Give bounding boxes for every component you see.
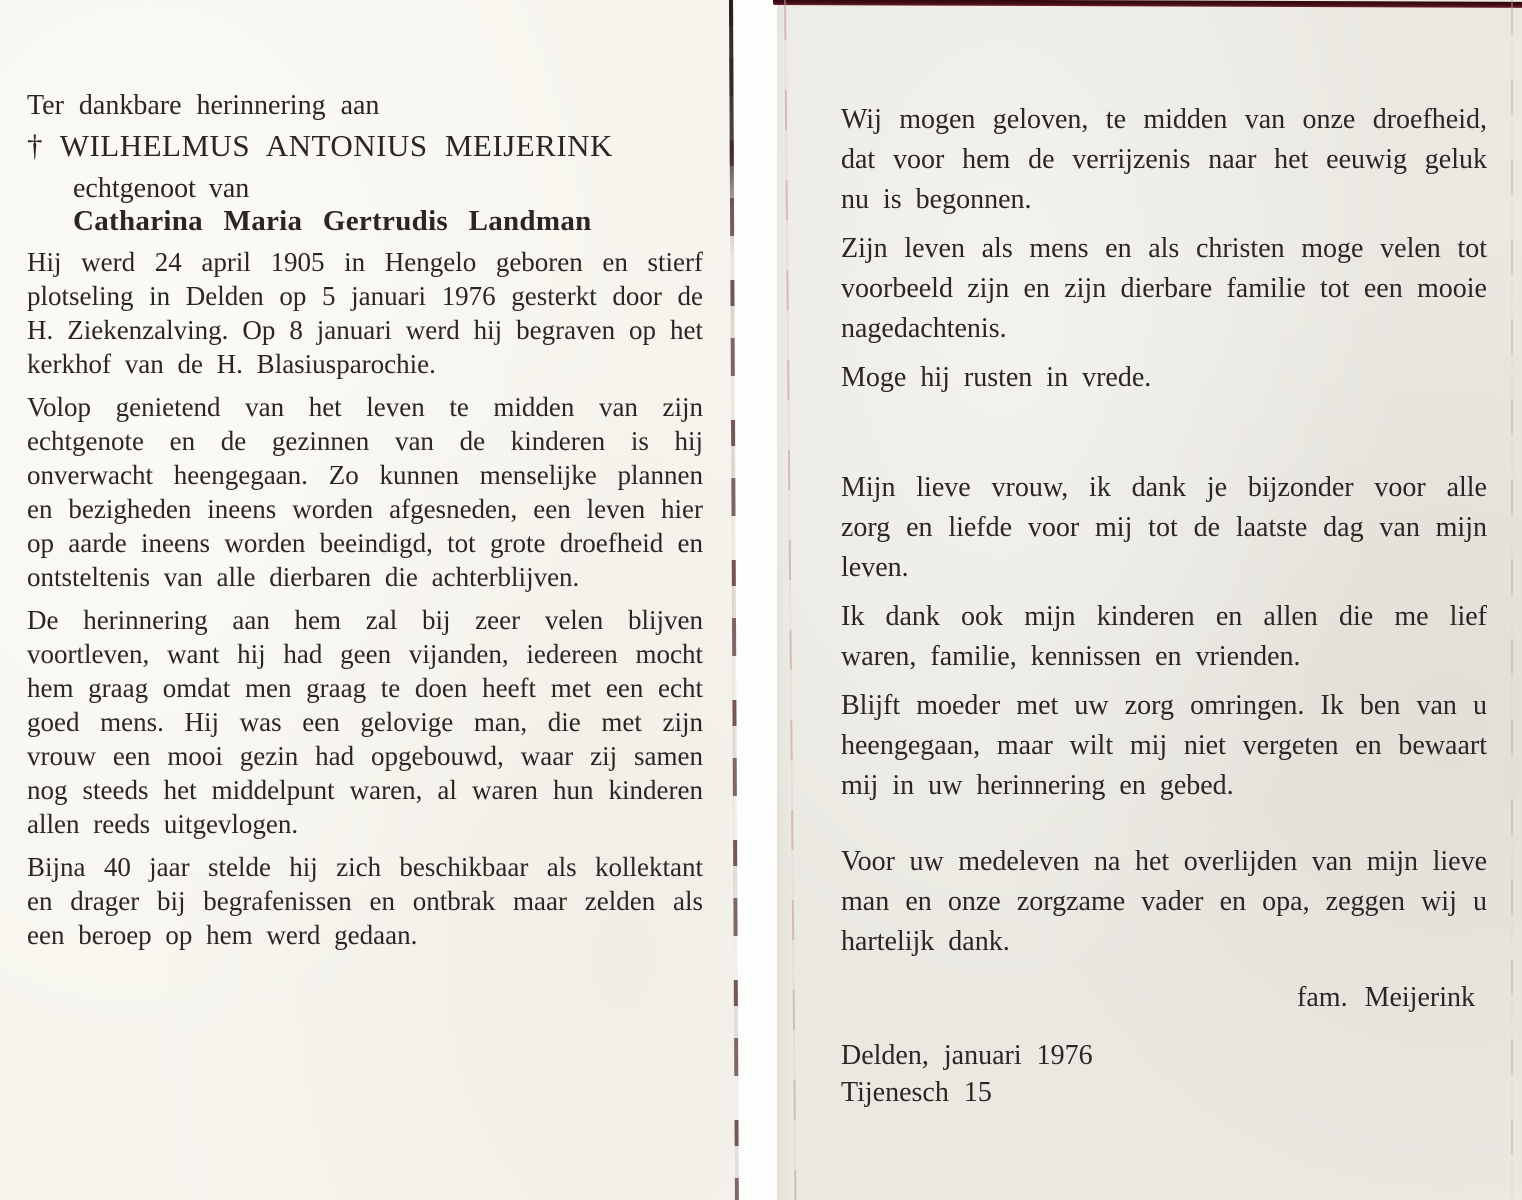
right-paragraph-rest-in-peace: Moge hij rusten in vrede. bbox=[841, 362, 1152, 393]
right-page bbox=[777, 0, 1522, 1200]
left-paragraph-passing: Volop genietend van het leven te midden van zijn echtgenote en de gezinnen van de kinderen is hij onverwacht heengegaan. Zo kunnen menselijke plannen en bezigheden ineens worden afgesneden, een leven hier op aarde ineens worden beeindigd, tot grote droefheid en ontsteltenis van alle dierbaren die achterblijven. bbox=[27, 392, 703, 592]
relation-line: echtgenoot van bbox=[73, 173, 250, 204]
place-and-date: Delden, januari 1976 bbox=[841, 1040, 1093, 1071]
spouse-name: Catharina Maria Gertrudis Landman bbox=[73, 205, 592, 237]
left-paragraph-memory: De herinnering aan hem zal bij zeer velen blijven voortleven, want hij had geen vijanden, iedereen mocht hem graag omdat men graag te doen heeft met een echt goed mens. Hij was een gelovige man, die met zijn vrouw een mooi gezin had opgebouwd, waar zij samen nog steeds het middelpunt waren, al waren hun kinderen allen reeds uitgevlogen. bbox=[27, 605, 703, 839]
deceased-name: † WILHELMUS ANTONIUS MEIJERINK bbox=[27, 128, 613, 163]
right-paragraph-thanks-wife: Mijn lieve vrouw, ik dank je bijzonder voor alle zorg en liefde voor mij tot de laatste dag van mijn leven. bbox=[841, 472, 1487, 583]
right-paragraph-condolence-thanks: Voor uw medeleven na het overlijden van mijn lieve man en onze zorgzame vader en opa, zeggen wij u hartelijk dank. bbox=[841, 846, 1487, 957]
right-paragraph-example: Zijn leven als mens en als christen moge velen tot voorbeeld zijn en zijn dierbare familie tot een mooie nagedachtenis. bbox=[841, 233, 1487, 344]
intro-line: Ter dankbare herinnering aan bbox=[27, 90, 380, 121]
right-paragraph-faith: Wij mogen geloven, te midden van onze droefheid, dat voor hem de verrijzenis naar het eeuwig geluk nu is begonnen. bbox=[841, 104, 1487, 215]
address-line: Tijenesch 15 bbox=[841, 1077, 992, 1108]
right-paragraph-thanks-children: Ik dank ook mijn kinderen en allen die me lief waren, familie, kennissen en vrienden. bbox=[841, 601, 1487, 672]
left-paragraph-biography: Hij werd 24 april 1905 in Hengelo geboren en stierf plotseling in Delden op 5 januari 1976 gesterkt door de H. Ziekenzalving. Op 8 januari werd hij begraven op het kerkhof van de H. Blasiusparochie. bbox=[27, 247, 703, 379]
maroon-top-edge bbox=[773, 0, 1522, 8]
right-edge-line bbox=[1511, 0, 1513, 1200]
left-edge-line bbox=[784, 0, 796, 1200]
left-page bbox=[0, 0, 734, 1200]
right-paragraph-care-for-mother: Blijft moeder met uw zorg omringen. Ik ben van u heengegaan, maar wilt mij niet vergeten en bewaart mij in uw herinnering en gebed. bbox=[841, 690, 1487, 801]
family-signature: fam. Meijerink bbox=[1297, 982, 1475, 1013]
left-paragraph-service: Bijna 40 jaar stelde hij zich beschikbaar als kollektant en drager bij begrafenissen en ontbrak maar zelden als een beroep op hem werd gedaan. bbox=[27, 852, 703, 950]
